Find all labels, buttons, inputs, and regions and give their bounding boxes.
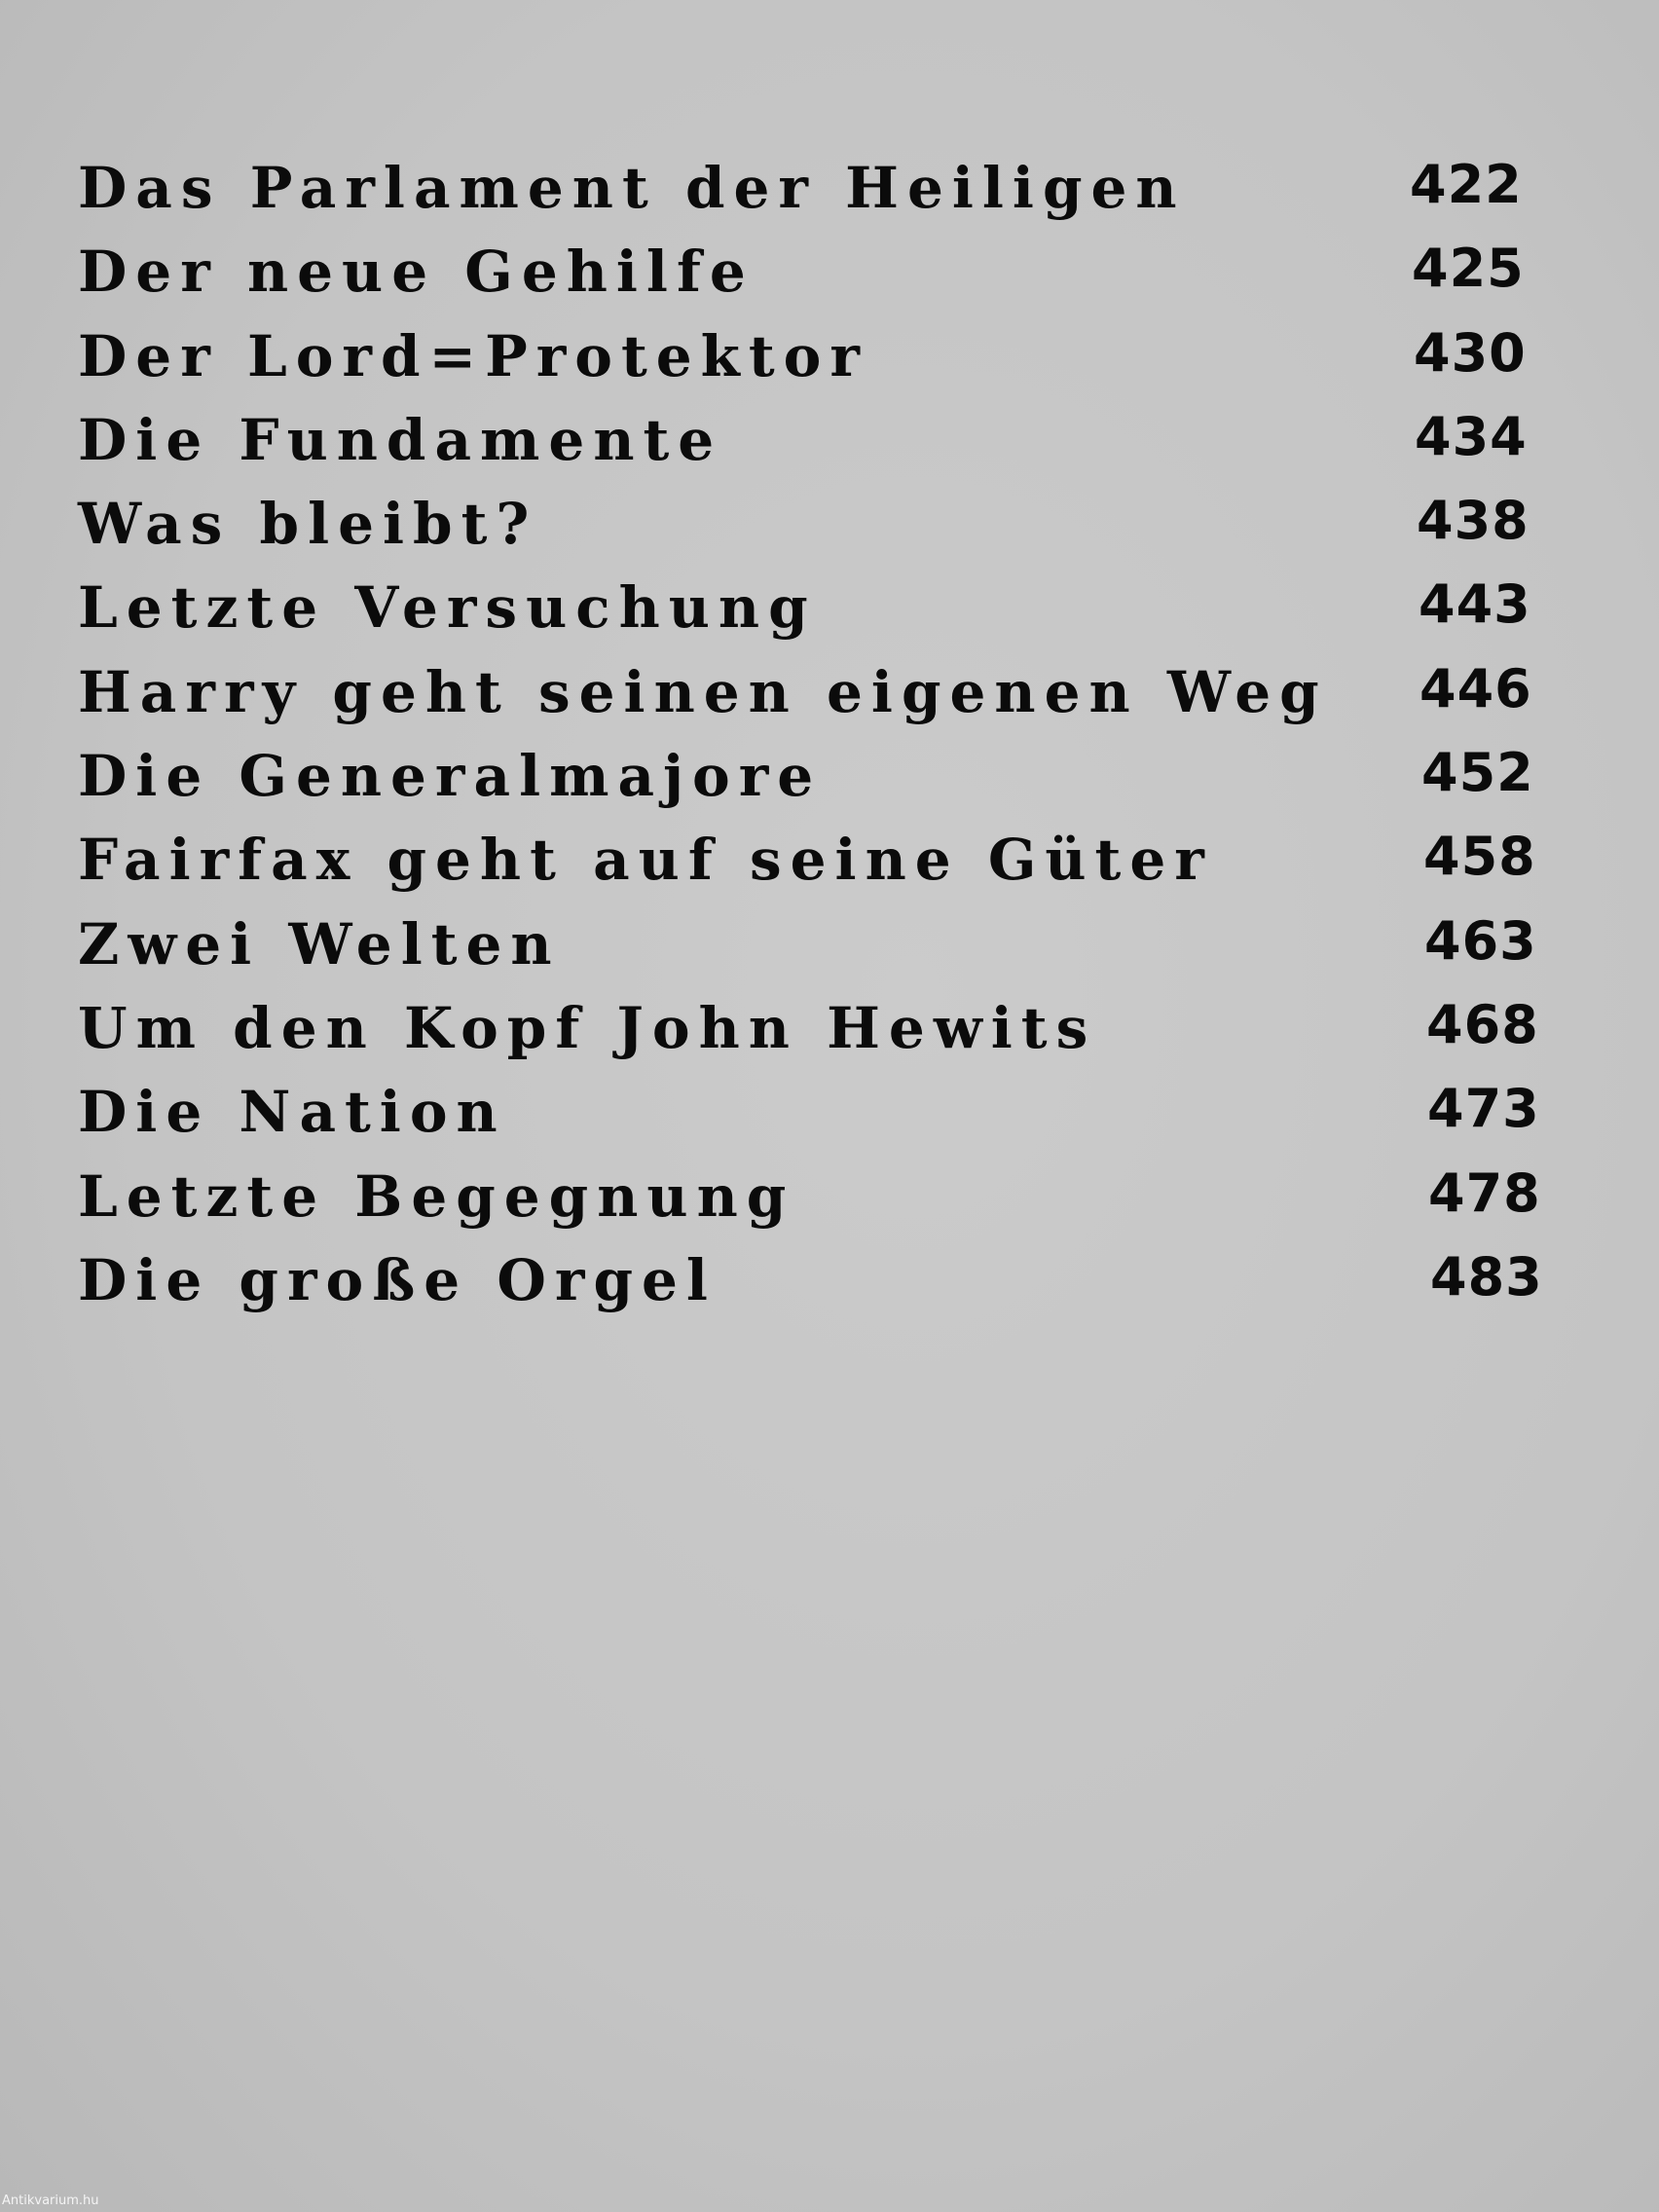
toc-entry	[78, 734, 1538, 818]
toc-entry	[78, 986, 1538, 1070]
toc-entry-title: Letzte Begegnung	[78, 1162, 795, 1230]
toc-entry-title: Die Fundamente	[78, 406, 723, 473]
toc-entry-title: Das Parlament der Heiligen	[78, 155, 1186, 221]
toc-entry-title: Der neue Gehilfe	[78, 239, 755, 306]
toc-entry	[78, 146, 1538, 230]
watermark: Antikvarium.hu	[2, 2194, 99, 2208]
toc-entry-page: 438	[1417, 490, 1530, 552]
toc-entry	[78, 818, 1538, 902]
toc-entry	[78, 398, 1538, 482]
toc-entry-page: 443	[1419, 573, 1531, 636]
toc-entry-page: 452	[1421, 742, 1534, 804]
toc-entry	[78, 566, 1538, 649]
toc-entry-page: 463	[1424, 909, 1537, 972]
toc-entry-title: Zwei Welten	[78, 910, 561, 977]
toc-entry-page: 483	[1430, 1245, 1543, 1308]
toc-entry-title: Was bleibt?	[78, 491, 538, 558]
toc-entry-page: 434	[1415, 405, 1528, 467]
toc-entry-title: Die große Orgel	[78, 1246, 717, 1313]
toc-entry-page: 430	[1414, 321, 1527, 384]
toc-entry-page: 478	[1428, 1161, 1541, 1224]
toc-entry-title: Die Generalmajore	[78, 743, 823, 810]
table-of-contents	[78, 146, 1543, 1322]
toc-entry-page: 458	[1423, 826, 1536, 888]
toc-entry-title: Letzte Versuchung	[78, 574, 817, 642]
toc-entry-title: Die Nation	[78, 1079, 506, 1146]
toc-entry	[78, 230, 1538, 313]
toc-entry	[78, 1070, 1538, 1154]
toc-entry	[78, 650, 1538, 734]
toc-entry-title: Der Lord=Protektor	[78, 322, 868, 389]
toc-entry	[78, 1238, 1543, 1322]
toc-entry-title: Harry geht seinen eigenen Weg	[78, 658, 1328, 725]
toc-entry	[78, 482, 1538, 566]
toc-entry-title: Fairfax geht auf seine Güter	[78, 827, 1213, 894]
toc-entry-page: 422	[1410, 154, 1523, 215]
toc-entry-page: 473	[1427, 1078, 1540, 1140]
toc-entry	[78, 314, 1538, 398]
toc-entry	[78, 1155, 1541, 1238]
toc-entry-page: 468	[1426, 993, 1539, 1055]
toc-entry-page: 446	[1419, 657, 1532, 719]
toc-entry-page: 425	[1412, 238, 1525, 300]
toc-entry	[78, 903, 1538, 986]
toc-entry-title: Um den Kopf John Hewits	[78, 994, 1097, 1061]
